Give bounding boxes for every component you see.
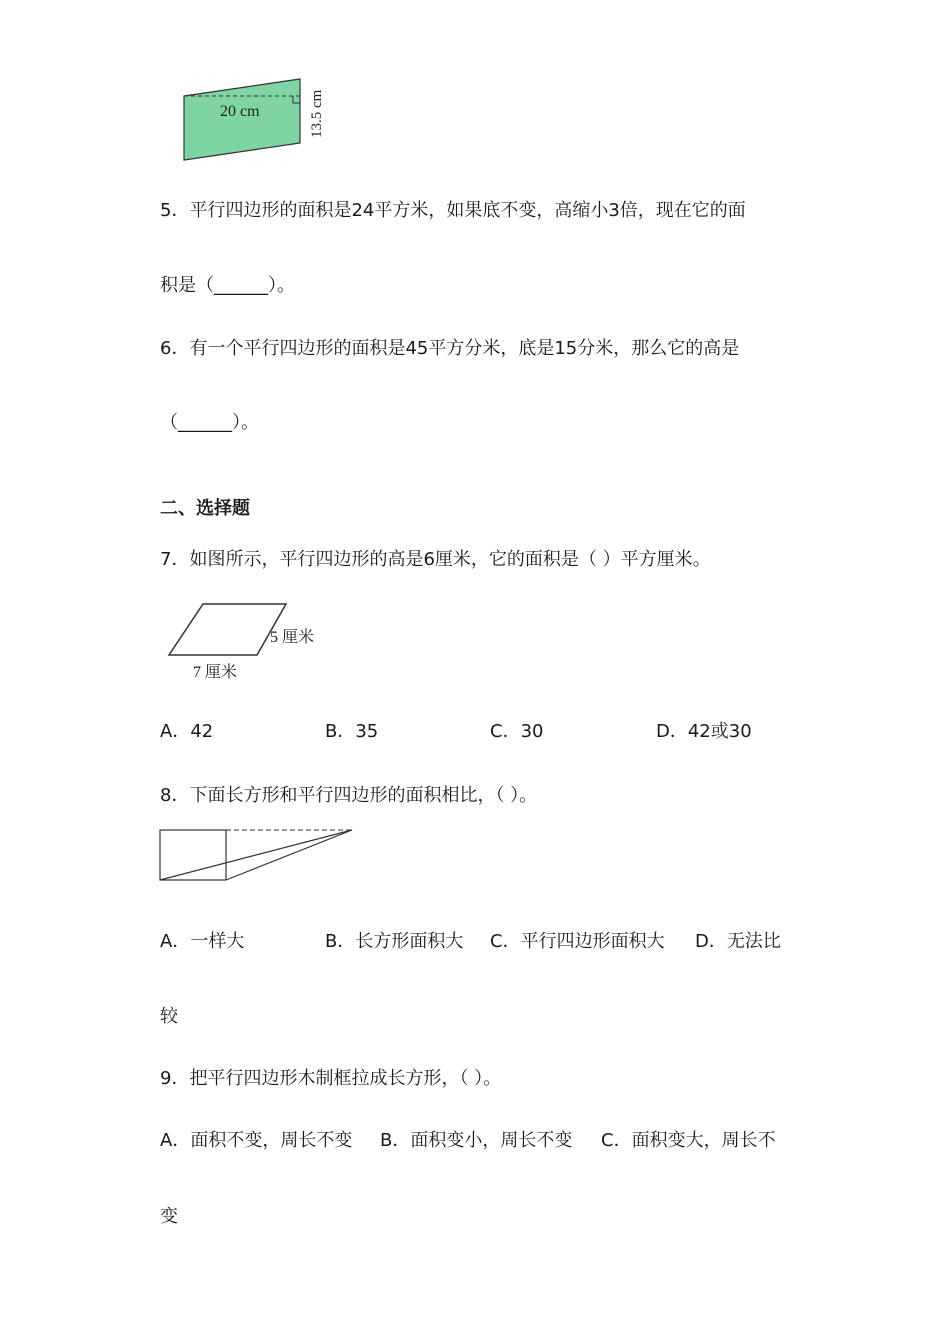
q8-option-c[interactable]: C．平行四边形面积大 — [490, 931, 665, 952]
q9-option-a[interactable]: A．面积不变，周长不变 — [160, 1130, 353, 1151]
q9-option-c[interactable]: C．面积变大，周长不 — [601, 1130, 776, 1151]
q8-option-d-wrap: 较 — [160, 1006, 178, 1027]
question-5-line2: 积是（______）。 — [160, 275, 295, 296]
q8-option-b[interactable]: B．长方形面积大 — [325, 931, 464, 952]
height-label: 13.5 cm — [309, 89, 325, 138]
parallelogram-left-side — [160, 830, 352, 880]
parallelogram-figure-q7 — [160, 598, 340, 688]
question-6-line2: （______）。 — [160, 412, 259, 433]
q8-option-d[interactable]: D．无法比 — [695, 931, 781, 952]
question-5-line1: 5．平行四边形的面积是24平方米，如果底不变，高缩小3倍，现在它的面 — [160, 200, 746, 221]
question-7-text: 7．如图所示，平行四边形的高是6厘米，它的面积是（ ）平方厘米。 — [160, 549, 711, 570]
section-heading-choice: 二、选择题 — [160, 498, 250, 519]
rectangle-parallelogram-figure-q8 — [158, 826, 358, 886]
question-8-text: 8．下面长方形和平行四边形的面积相比，（ ）。 — [160, 785, 538, 806]
question-6-line1: 6．有一个平行四边形的面积是45平方分米，底是15分米，那么它的高是 — [160, 338, 740, 359]
question-9-text: 9．把平行四边形木制框拉成长方形，（ ）。 — [160, 1068, 502, 1089]
base-label: 20 cm — [220, 103, 260, 120]
base-label: 7 厘米 — [193, 664, 238, 681]
rectangle-outline — [160, 830, 226, 880]
q9-option-b[interactable]: B．面积变小，周长不变 — [380, 1130, 573, 1151]
q7-option-d[interactable]: D．42或30 — [656, 721, 752, 742]
q7-option-c[interactable]: C．30 — [490, 721, 544, 742]
parallelogram-outline — [169, 604, 286, 655]
q7-option-a[interactable]: A．42 — [160, 721, 214, 742]
parallelogram-right-side — [226, 830, 352, 880]
parallelogram-figure-q4 — [175, 70, 335, 170]
q9-option-c-wrap: 变 — [160, 1206, 178, 1227]
side-label: 5 厘米 — [270, 629, 315, 646]
q7-option-b[interactable]: B．35 — [325, 721, 379, 742]
q8-option-a[interactable]: A．一样大 — [160, 931, 245, 952]
